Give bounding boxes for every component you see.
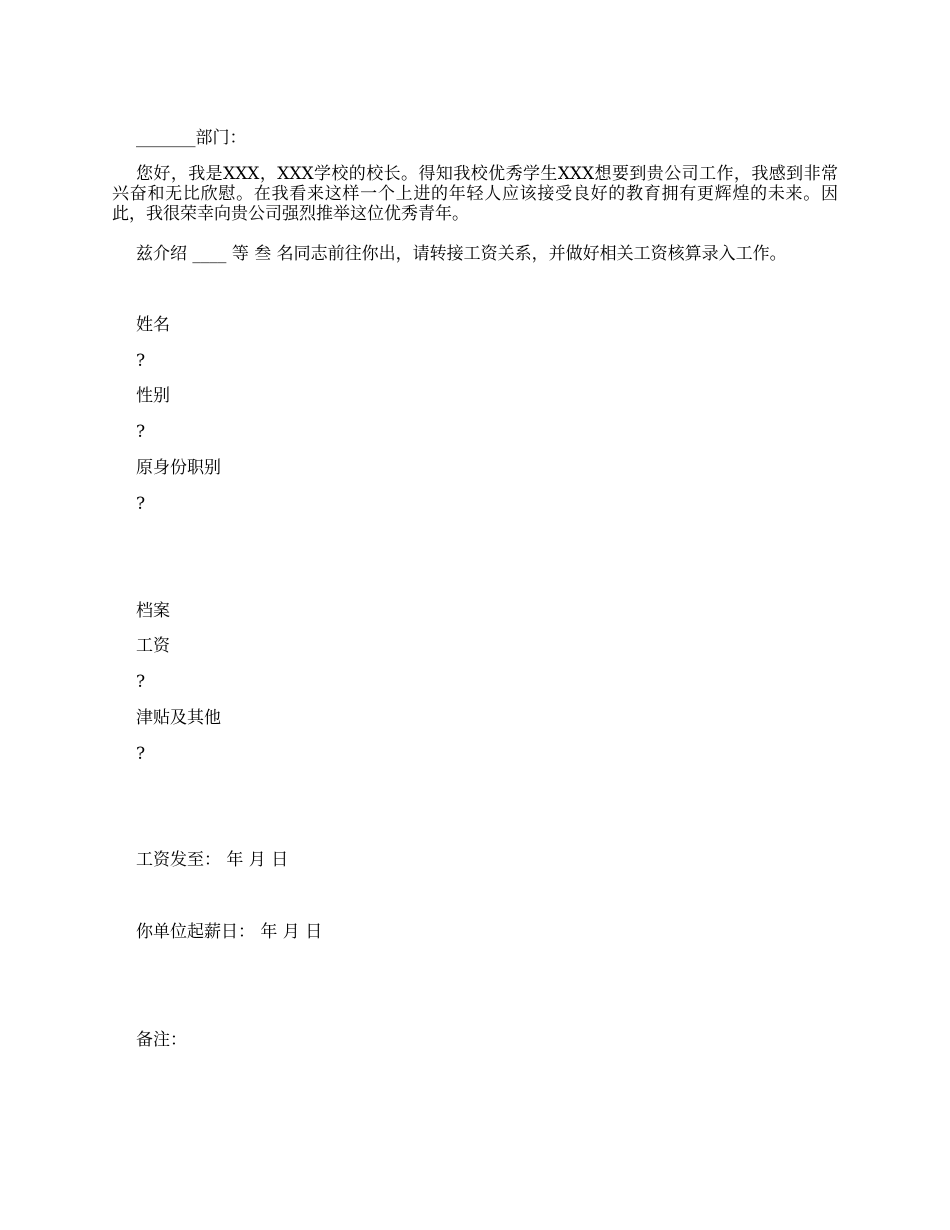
- name-label: 姓名: [136, 315, 170, 335]
- introduce-prefix: 兹介绍: [136, 244, 187, 264]
- allowance-label: 津贴及其他: [136, 708, 221, 728]
- department-suffix: 部门：: [195, 128, 247, 148]
- salary-label: 工资: [136, 636, 170, 656]
- name-value: ?: [136, 351, 146, 371]
- introduce-sentence: [136, 244, 787, 264]
- department-heading: [136, 128, 247, 148]
- notes-label: 备注：: [136, 1030, 187, 1050]
- original-rank-value: ?: [136, 494, 146, 514]
- salary-value: ?: [136, 672, 146, 692]
- start-pay-date: 你单位起薪日： 年 月 日: [136, 922, 323, 942]
- archive-label: 档案: [136, 601, 170, 621]
- allowance-value: ?: [136, 744, 146, 764]
- intro-paragraph: 您好，我是XXX，XXX学校的校长。得知我校优秀学生XXX想要到贵公司工作，我感到非常兴奋和无比欣慰。在我看来这样一个上进的年轻人应该接受良好的教育拥有更辉煌的未来。因此，我很荣幸向贵公司强烈推举这位优秀青年。: [112, 164, 838, 224]
- introduce-suffix: 等 叁 名同志前往你出，请转接工资关系，并做好相关工资核算录入工作。: [231, 244, 787, 264]
- department-blank: _______: [136, 128, 196, 148]
- gender-value: ?: [136, 422, 146, 442]
- original-rank-label: 原身份职别: [136, 458, 221, 478]
- gender-label: 性别: [136, 386, 170, 406]
- introduce-blank: ____: [192, 244, 227, 264]
- salary-paid-until: 工资发至： 年 月 日: [136, 850, 289, 870]
